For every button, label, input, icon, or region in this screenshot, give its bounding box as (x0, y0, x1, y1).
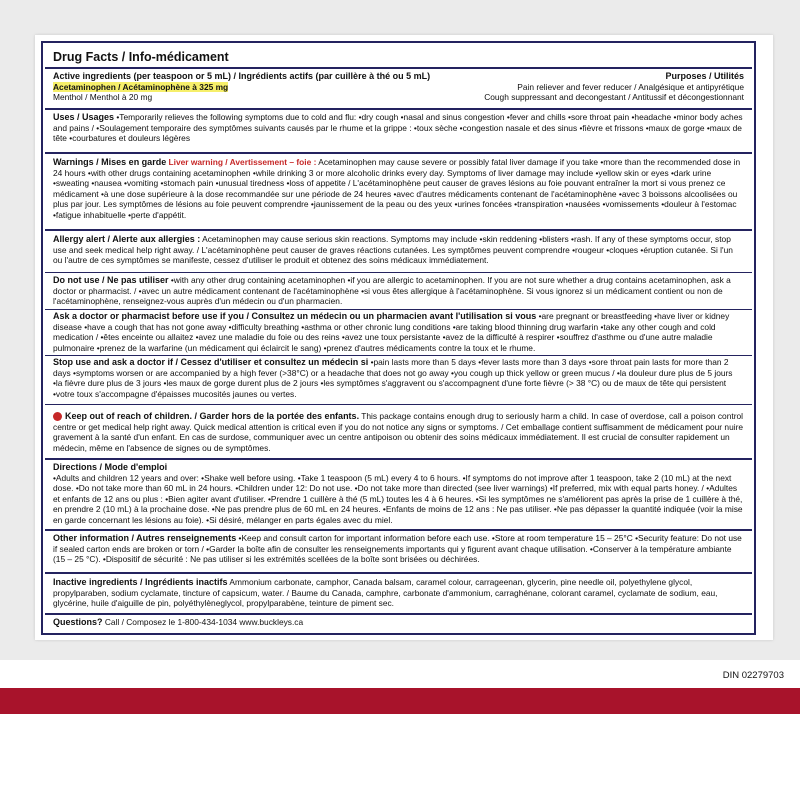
purposes-heading: Purposes / Utilités (665, 71, 744, 81)
inactive-section (53, 577, 744, 613)
purpose-menthol: Cough suppressant and decongestant / Antitussif et décongestionnant (484, 92, 744, 102)
questions-heading: Questions? (53, 617, 103, 627)
questions-text: Call / Composez le 1-800-434-1034 www.buckleys.ca (104, 617, 304, 627)
uses-section (53, 112, 744, 150)
active-ingredients-heading: Active ingredients (per teaspoon or 5 mL) / Ingrédients actifs (par cuillère à thé ou 5 mL) (53, 71, 431, 81)
allergy-section (53, 234, 744, 270)
divider (45, 572, 752, 574)
divider (45, 108, 752, 110)
keep-out-heading: Keep out of reach of children. / Garder hors de la portée des enfants. (65, 411, 360, 421)
do-not-use-text: •with any other drug containing acetaminophen •if you are allergic to acetaminophen. If you are not sure whether a drug contains acetaminophen, ask a doctor or pharmacist. / •avec un autre médicament contenant de l'acétaminophène •si vous êtes allergique à l'acétaminophène. Si vous ignorez si un médicament contient ou non de l'acétaminophène, renseignez-vous auprès d'un médecin ou d'un pharmacien. (53, 275, 731, 306)
allergy-heading: Allergy alert / Alerte aux allergies : (53, 234, 201, 244)
keep-out-text: This package contains enough drug to seriously harm a child. In case of overdose, call a poison control centre or get medical help right away. Quick medical attention is critical even if you do not notice any signs or symptoms. / Cet emballage contient suffisamment de médicament pour nuire gravement à la santé d'un enfant. En cas de surdose, communiquer avec un centre antipoison ou obtenir des soins médicaux immédiatement. Il est crucial de consulter rapidement un médecin, même en l'absence de signes ou de symptômes. (53, 411, 744, 453)
other-info-heading: Other information / Autres renseignements (53, 533, 237, 543)
directions-section (53, 462, 744, 528)
uses-text: •Temporarily relieves the following symptoms due to cold and flu: •dry cough •nasal and sinus congestion •fever and chills •sore throat pain •headache •minor body aches and pains / •Soulagement temporaire des symptômes suivants causés par le rhume et la grippe : •toux sèche •congestion nasale et des sinus •fièvre et frissons •maux de gorge •maux de tête •courbatures et douleurs légères (53, 112, 743, 143)
divider (45, 458, 752, 460)
other-info-section (53, 533, 744, 569)
drug-facts-box (41, 41, 756, 635)
divider (45, 404, 752, 405)
stop-use-text: •pain lasts more than 5 days •fever lasts more than 3 days •sore throat pain lasts for more than 2 days •symptoms worsen or are accompanied by a high fever (>38°C) or a headache that does not go away •you cough up thick yellow or green mucus / •la douleur dure plus de 5 jours •la fièvre dure plus de 3 jours •les maux de gorge durent plus de 2 jours •les symptômes s'aggravent ou s'accompagnent d'une forte fièvre (> 38 °C) ou de maux de tête qui persistent •votre toux s'accompagne d'épaisses mucosités jaunes ou vertes. (53, 357, 733, 399)
directions-heading: Directions / Mode d'emploi (53, 462, 168, 472)
ingredient-menthol: Menthol / Menthol à 20 mg (53, 92, 153, 102)
ask-doctor-text: •are pregnant or breastfeeding •have liver or kidney disease •have a cough that has not gone away •difficulty breathing •asthma or other chronic lung conditions •are taking blood thinning drug warfarin •take any other cough and cold medication / •êtes enceinte ou allaitez •avez une maladie du foie ou des reins •avez une toux persistante •avez de la difficulté à respirer •souffrez d'asthme ou d'une autre maladie pulmonaire •prenez de la warfarine (un médicament qui éclaircit le sang) •prenez d'autres médicaments contre la toux et le rhume. (53, 311, 730, 353)
liver-warning-label: Liver warning / Avertissement – foie : (168, 157, 317, 167)
uses-heading: Uses / Usages (53, 112, 115, 122)
do-not-use-section (53, 275, 744, 308)
inactive-text: Ammonium carbonate, camphor, Canada balsam, caramel colour, carrageenan, glycerin, pine needle oil, polyethylene glycol, propylparaben, sodium cyclamate, tincture of capsicum, water. / Baume du Canada, camphre, carbonate d'ammonium, carraghénane, colorant caramel, cyclamate de sodium, eau, glycérine, huile d'aiguille de pin, polyéthylèneglycol, propylparabène, teinture de piment sec. (53, 577, 718, 608)
ingredient-acetaminophen: Acetaminophen / Acétaminophène à 325 mg (53, 81, 229, 92)
divider (45, 613, 752, 615)
purpose-acetaminophen: Pain reliever and fever reducer / Analgésique et antipyrétique (517, 81, 744, 92)
divider (45, 229, 752, 231)
stop-use-section (53, 357, 744, 400)
keep-out-section (53, 411, 744, 459)
red-band (0, 688, 800, 714)
warning-dot-icon (53, 412, 62, 421)
divider (45, 272, 752, 273)
divider (45, 67, 752, 69)
other-info-text: •Keep and consult carton for important information before each use. •Store at room temperature 15 – 25°C •Security feature: Do not use if sealed carton ends are broken or torn / •Garder la boîte afin de consulter les renseignements importants qui y figurent avant chaque utilisation. •Conserver à la température ambiante (15 – 25 °C). •Dispositif de sécurité : Ne pas utiliser si les extrémités scellées de la boîte sont brisées ou déchirées. (53, 533, 742, 564)
inactive-heading: Inactive ingredients / Ingrédients inactifs (53, 577, 228, 587)
warnings-section (53, 157, 744, 223)
divider (45, 355, 752, 356)
do-not-use-heading: Do not use / Ne pas utiliser (53, 275, 169, 285)
ask-doctor-heading: Ask a doctor or pharmacist before use if you / Consultez un médecin ou un pharmacien avant l'utilisation si vous (53, 311, 537, 321)
ask-doctor-section (53, 311, 744, 354)
warnings-heading: Warnings / Mises en garde (53, 157, 167, 167)
active-ingredients-section (53, 71, 744, 103)
din-number: DIN 02279703 (722, 670, 784, 681)
drug-facts-title: Drug Facts / Info-médicament (53, 50, 229, 64)
warnings-text: Acetaminophen may cause severe or possibly fatal liver damage if you take •more than the recommended dose in 24 hours •with other drugs containing acetaminophen •while drinking 3 or more alcoholic drinks every day. Symptoms of liver damage may include •yellow skin or eyes •dark urine •sweating •nausea •vomiting •stomach pain •unusual tiredness •loss of appetite / L'acétaminophène peut causer de graves lésions au foie pouvant entraîner la mort si vous prenez ce médicament •à une dose supérieure à la dose recommandée sur une période de 24 heures •avec d'autres médicaments contenant de l'acétaminophène •avec 3 boissons alcoolisées ou plus par jour. Les symptômes de lésions au foie peuvent comprendre •jaunissement de la peau ou des yeux •urines foncées •transpiration •nausées •vomissements •douleur à l'estomac •fatigue inhabituelle •perte d'appétit. (53, 157, 741, 220)
allergy-text: Acetaminophen may cause serious skin reactions. Symptoms may include •skin reddening •blisters •rash. If any of these symptoms occur, stop use and seek medical help right away. / L'acétaminophène peut causer de graves réactions cutanées. Les symptômes peuvent comprendre •rougeur •cloques •éruption cutanée. Si l'un ou l'autre de ces symptômes se manifeste, cessez d'utiliser le produit et obtenez des soins médicaux immédiatement. (53, 234, 733, 265)
questions-section (53, 617, 744, 631)
divider (45, 529, 752, 531)
divider (45, 309, 752, 310)
stop-use-heading: Stop use and ask a doctor if / Cessez d'utiliser et consultez un médecin si (53, 357, 369, 367)
divider (45, 152, 752, 154)
directions-text: •Adults and children 12 years and over: •Shake well before using. •Take 1 teaspoon (5 mL) every 4 to 6 hours. •If symptoms do not improve after 1 teaspoon, take 2 (10 mL) at the next dose. •Do not take more than 60 mL in 24 hours. •Children under 12: Do not use. •Do not take more than directed (see liver warnings) •If preferred, mix with equal parts honey. / •Adultes et enfants de 12 ans ou plus : •Bien agiter avant d'utiliser. •Prendre 1 cuillère à thé (5 mL) toutes les 4 à 6 heures. •Si les symptômes ne s'améliorent pas après la prise de 1 cuillère à thé, en prendre 2 (10 mL) à la prochaine dose. •Ne pas prendre plus de 60 mL en 24 heures. •Enfants de moins de 12 ans : Ne pas utiliser. •Ne pas dépasser la quantité indiquée (voir la mise en garde concernant les lésions au foie). •Si désiré, mélanger en parts égales avec du miel. (53, 472, 743, 525)
